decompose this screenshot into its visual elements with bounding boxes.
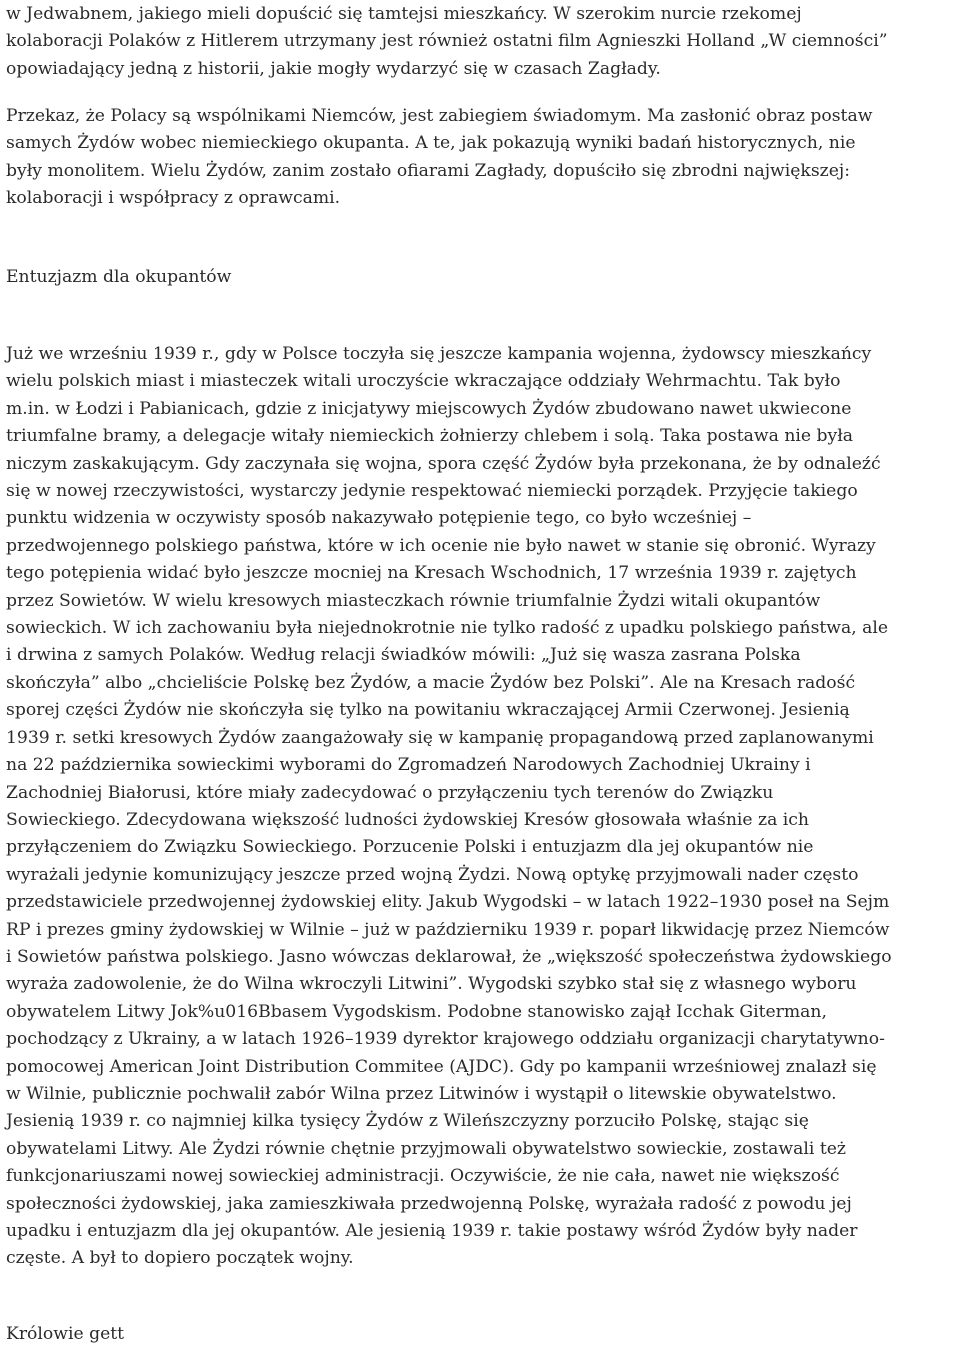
text-line: były monolitem. Wielu Żydów, zanim zostało ofiarami Zagłady, dopuściło się zbrodni największej:	[6, 160, 850, 181]
paragraph-entuzjazm-body	[6, 341, 954, 1273]
text-line: samych Żydów wobec niemieckiego okupanta. A te, jak pokazują wyniki badań historycznych, nie	[6, 133, 856, 154]
text-line: przez Sowietów. W wielu kresowych miasteczkach równie triumfalnie Żydzi witali okupantów	[6, 590, 821, 611]
paragraph-przekaz	[6, 103, 954, 213]
section-heading-krolowie-gett: Królowie gett	[6, 1324, 125, 1344]
text-line: 1939 r. setki kresowych Żydów zaangażowały się w kampanię propagandową przed zaplanowanymi	[6, 727, 874, 748]
text-line: skończyła” albo „chcieliście Polskę bez Żydów, a macie Żydów bez Polski”. Ale na Kresach radość	[6, 672, 856, 693]
text-line: wyraża zadowolenie, że do Wilna wkroczyli Litwini”. Wygodski szybko stał się z własnego wyboru	[6, 974, 857, 995]
text-line: w Jedwabnem, jakiego mieli dopuścić się tamtejsi mieszkańcy. W szerokim nurcie rzekomej	[6, 4, 802, 24]
text-line: Zachodniej Białorusi, które miały zadecydować o przyłączeniu tych terenów do Związku	[6, 782, 774, 803]
text-line: i Sowietów państwa polskiego. Jasno wówczas deklarował, że „większość społeczeństwa żydowskiego	[6, 946, 892, 967]
text-line: kolaboracji Polaków z Hitlerem utrzymany jest również ostatni film Agnieszki Holland „W ciemności”	[6, 31, 888, 52]
text-line: Przekaz, że Polacy są wspólnikami Niemców, jest zabiegiem świadomym. Ma zasłonić obraz postaw	[6, 106, 873, 126]
section-heading-entuzjazm: Entuzjazm dla okupantów	[6, 267, 232, 287]
text-line: obywatelem Litwy Jok%u016Bbasem Vygodskism. Podobne stanowisko zajął Icchak Giterman,	[6, 1001, 827, 1022]
text-line: i drwina z samych Polaków. Według relacji świadków mówili: „Już się wasza zasrana Polska	[6, 645, 801, 666]
text-line: Już we wrześniu 1939 r., gdy w Polsce toczyła się jeszcze kampania wojenna, żydowscy mieszkańcy	[6, 344, 872, 364]
text-line: przedwojennego polskiego państwa, które w ich ocenie nie było nawet w stanie się obronić. Wyrazy	[6, 535, 876, 556]
text-line: m.in. w Łodzi i Pabianicach, gdzie z inicjatywy miejscowych Żydów zbudowano nawet ukwiecone	[6, 398, 852, 419]
text-line: społeczności żydowskiej, jaka zamieszkiwała przedwojenną Polskę, wyrażała radość z powodu jej	[6, 1193, 852, 1214]
text-line: przedstawiciele przedwojennej żydowskiej elity. Jakub Wygodski – w latach 1922–1930 poseł na Sejm	[6, 892, 890, 913]
text-line: się w nowej rzeczywistości, wystarczy jedynie respektować niemiecki porządek. Przyjęcie takiego	[6, 481, 858, 502]
text-line: pochodzący z Ukrainy, a w latach 1926–1939 dyrektor krajowego oddziału organizacji charytatywno-	[6, 1029, 885, 1050]
text-line: tego potępienia widać było jeszcze mocniej na Kresach Wschodnich, 17 września 1939 r. zajętych	[6, 563, 857, 584]
text-line: częste. A był to dopiero początek wojny.	[6, 1248, 354, 1269]
text-line: funkcjonariuszami nowej sowieckiej administracji. Oczywiście, że nie cała, nawet nie większość	[6, 1166, 840, 1187]
paragraph-intro	[6, 1, 954, 83]
text-line: wyrażali jedynie komunizujący jeszcze przed wojną Żydzi. Nową optykę przyjmowali nader często	[6, 864, 859, 885]
text-line: opowiadający jedną z historii, jakie mogły wydarzyć się w czasach Zagłady.	[6, 58, 661, 79]
text-line: punktu widzenia w oczywisty sposób nakazywało potępienie tego, co było wcześniej –	[6, 508, 752, 529]
text-line: Jesienią 1939 r. co najmniej kilka tysięcy Żydów z Wileńszczyzny porzuciło Polskę, stając się	[6, 1111, 809, 1132]
text-line: pomocowej American Joint Distribution Commitee (AJDC). Gdy po kampanii wrześniowej znalazł się	[6, 1056, 877, 1077]
text-line: obywatelami Litwy. Ale Żydzi równie chętnie przyjmowali obywatelstwo sowieckie, zostawali też	[6, 1138, 846, 1159]
text-line: RP i prezes gminy żydowskiej w Wilnie – już w październiku 1939 r. poparł likwidację przez Niemców	[6, 919, 890, 940]
text-line: Sowieckiego. Zdecydowana większość ludności żydowskiej Kresów głosowała właśnie za ich	[6, 809, 809, 830]
text-line: sowieckich. W ich zachowaniu była niejednokrotnie nie tylko radość z upadku polskiego państwa, ale	[6, 618, 889, 639]
text-line: upadku i entuzjazm dla jej okupantów. Ale jesienią 1939 r. takie postawy wśród Żydów były nader	[6, 1221, 858, 1241]
text-line: przyłączeniem do Związku Sowieckiego. Porzucenie Polski i entuzjazm dla jej okupantów nie	[6, 837, 814, 858]
text-line: na 22 października sowieckimi wyborami do Zgromadzeń Narodowych Zachodniej Ukrainy i	[6, 755, 811, 776]
text-line: kolaboracji i współpracy z oprawcami.	[6, 188, 341, 209]
text-line: niczym zaskakującym. Gdy zaczynała się wojna, spora część Żydów była przekonana, że by odnaleźć	[6, 453, 881, 474]
text-line: w Wilnie, publicznie pochwalił zabór Wilna przez Litwinów i wystąpił o litewskie obywatelstwo.	[6, 1083, 837, 1104]
text-line: sporej części Żydów nie skończyła się tylko na powitaniu wkraczającej Armii Czerwonej. Jesienią	[6, 700, 850, 721]
text-line: triumfalne bramy, a delegacje witały niemieckich żołnierzy chlebem i solą. Taka postawa nie była	[6, 426, 854, 447]
text-line: wielu polskich miast i miasteczek witali uroczyście wkraczające oddziały Wehrmachtu. Tak było	[6, 371, 841, 392]
